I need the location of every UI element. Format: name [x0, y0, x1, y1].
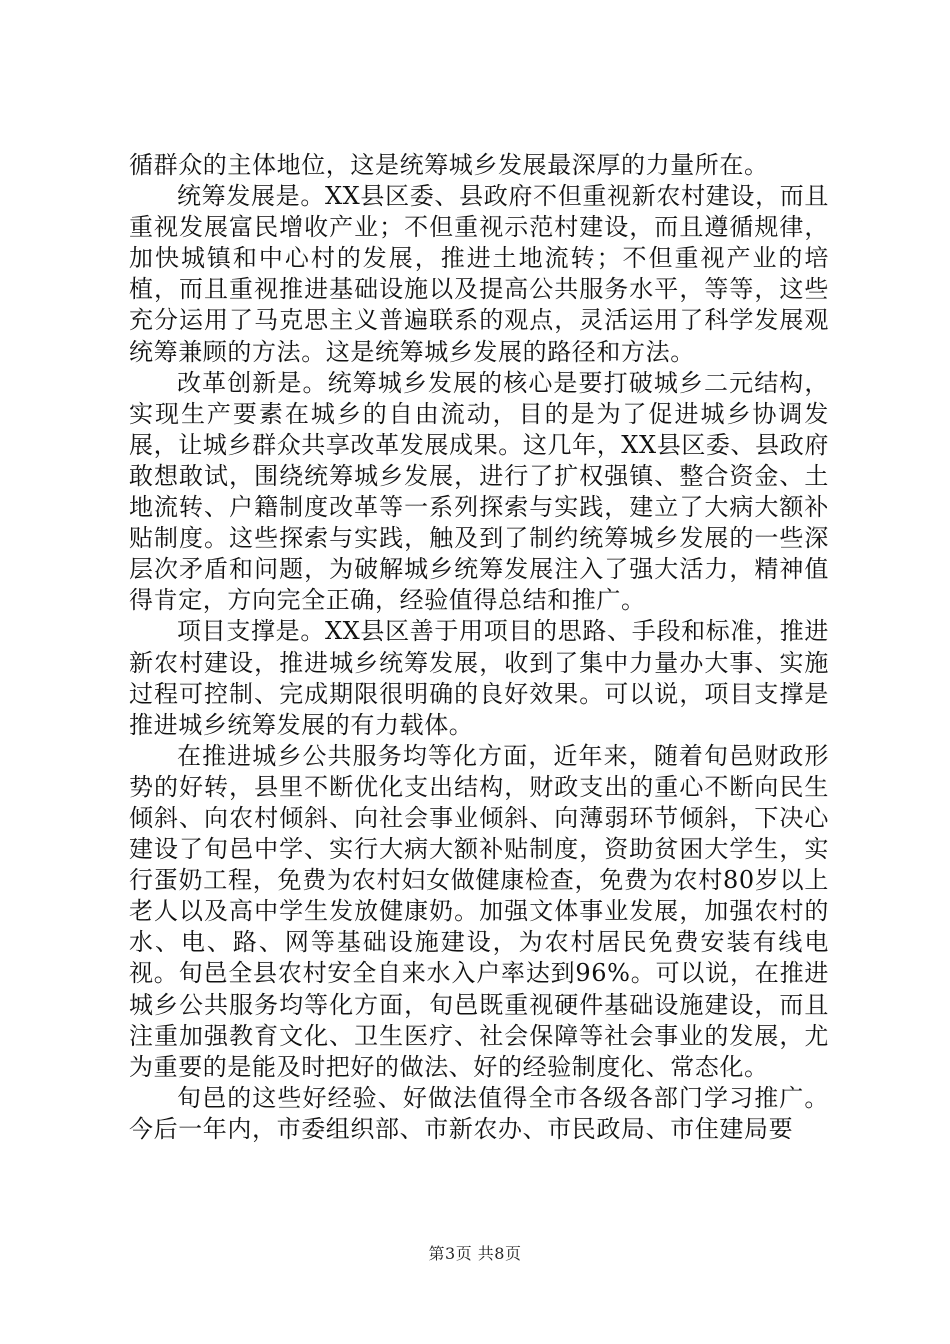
page-footer: 第3页 共8页	[428, 1244, 522, 1263]
paragraph-3: 改革创新是。统筹城乡发展的核心是要打破城乡二元结构，实现生产要素在城乡的自由流动，目的是为了促进城乡协调发展，让城乡群众共享改革发展成果。这几年，XX县区委、县政府敢想敢试，围绕统筹城乡发展，进行了扩权强镇、整合资金、土地流转、户籍制度改革等一系列探索与实践，建立了大病大额补贴制度。这些探索与实践，触及到了制约统筹城乡发展的一些深层次矛盾和问题，为破解城乡统筹发展注入了强大活力，精神值得肯定，方向完全正确，经验值得总结和推广。	[129, 368, 829, 615]
paragraph-2: 统筹发展是。XX县区委、县政府不但重视新农村建设，而且重视发展富民增收产业；不但重视示范村建设，而且遵循规律，加快城镇和中心村的发展，推进土地流转；不但重视产业的培植，而且重视推进基础设施以及提高公共服务水平，等等，这些充分运用了马克思主义普遍联系的观点，灵活运用了科学发展观统筹兼顾的方法。这是统筹城乡发展的路径和方法。	[129, 182, 829, 366]
paragraph-6: 旬邑的这些好经验、好做法值得全市各级各部门学习推广。今后一年内，市委组织部、市新农办、市民政局、市住建局要	[129, 1083, 829, 1143]
paragraph-1: 循群众的主体地位，这是统筹城乡发展最深厚的力量所在。	[129, 151, 769, 179]
paragraph-4: 项目支撑是。XX县区善于用项目的思路、手段和标准，推进新农村建设，推进城乡统筹发展，收到了集中力量办大事、实施过程可控制、完成期限很明确的良好效果。可以说，项目支撑是推进城乡统筹发展的有力载体。	[129, 617, 829, 739]
document-body	[129, 150, 829, 1145]
paragraph-5: 在推进城乡公共服务均等化方面，近年来，随着旬邑财政形势的好转，县里不断优化支出结构，财政支出的重心不断向民生倾斜、向农村倾斜、向社会事业倾斜、向薄弱环节倾斜，下决心建设了旬邑中学、实行大病大额补贴制度，资助贫困大学生，实行蛋奶工程，免费为农村妇女做健康检查，免费为农村80岁以上老人以及高中学生发放健康奶。加强文体事业发展，加强农村的水、电、路、网等基础设施建设，为农村居民免费安装有线电视。旬邑全县农村安全自来水入户率达到96%。可以说，在推进城乡公共服务均等化方面，旬邑既重视硬件基础设施建设，而且注重加强教育文化、卫生医疗、社会保障等社会事业的发展，尤为重要的是能及时把好的做法、好的经验制度化、常态化。	[129, 741, 829, 1081]
